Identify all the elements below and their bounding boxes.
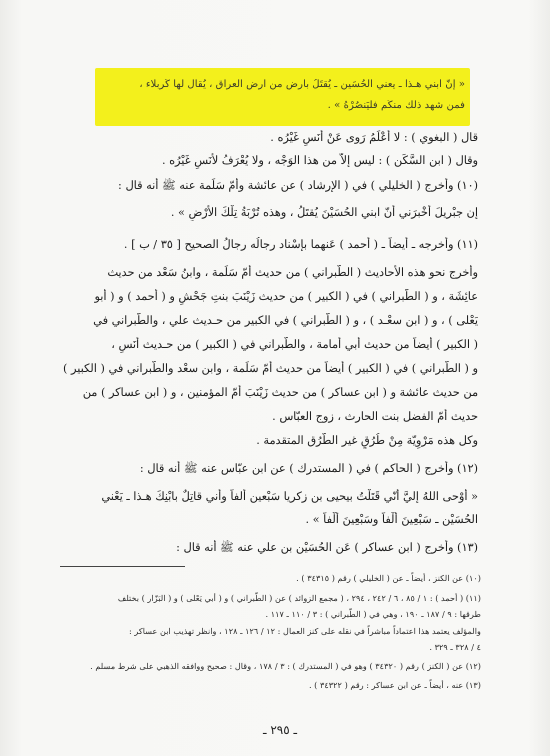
footnote-line: والمؤلف يعتمد هذا اعتماداً مباشراً في نقله على كنز العمال : ١٢ / ١٢٦ ـ ١٢٨ ، وانظر تهذيب ابن عساكر : — [128, 626, 481, 636]
text-line: يَعْلى ) ، و ( ابن سعْـد ) ، و ( الطّبراني ) في الكبير من حـديث علي ، والطّبراني في — [93, 314, 478, 327]
text-line: و ( الطّبراني ) في ( الكبير ) أيضاً من حديث أمّ سَلَمة ، وابن سعْد والطّبراني في ( الكبير ) — [62, 362, 478, 375]
text-line: حديث أمّ الفضل بنت الحارث ، زوج العبّاس . — [272, 410, 478, 423]
highlight-line-1: « إنَّ ابني هـذا ـ يعني الحُسَين ـ يُقتَلُ بأرضٍ من أرض العراق ، يُقال لها كَربلاء ، — [139, 79, 465, 90]
text-line: (١٢) وأخرج ( الحاكم ) في ( المستدرك ) عن ابن عبّاس عنه ﷺ أنه قال : — [139, 462, 478, 475]
text-line: « أَوْحى اللهُ إليَّ أنّي قَتَلْتُ بيحيى بن زكريا سَبْعين ألفاً وأني قاتِلٌ بابْنِكَ هـذا ـ يَعْني — [101, 490, 478, 503]
text-line: وقال ( ابن السَّكَن ) : ليس إلاَّ من هذا الوَجْه ، ولا يُعْرَفُ لأنَسٍ غَيْرُه . — [161, 154, 478, 167]
text-line: وكل هذه مَرْوِيّة مِنْ طُرُقٍ غير الطُّرُق المتقدمة . — [256, 434, 478, 447]
highlight-line-2: فمن شهد ذلك منكُم فليَنصُرْهُ » . — [327, 100, 465, 111]
text-line: من حديث عائشة و ( ابن عساكر ) من حديث زَيْنَبَ أمّ المؤمنين ، و ( ابن عساكر ) من — [82, 386, 478, 399]
page-number: ـ ٢٩٥ ـ — [262, 723, 298, 737]
footnote-line: طرقها : ٩ / ١٨٧ ـ ١٩٠ ، وهي في ( الطّبراني ) : ٣ / ١١٠ ـ ١١٧ . — [265, 609, 481, 619]
text-line: (١٠) وأخرج ( الخليلي ) في ( الإرشاد ) عن عائشة وأمّ سَلَمة عنه ﷺ أنه قال : — [118, 179, 478, 192]
text-line: عائِشَة ، و ( الطّبراني ) في ( الكبير ) من حديث زَيْنَبَ بنتِ جَحْشٍ و ( أحمد ) و ( أبو — [94, 290, 478, 303]
text-line: قال ( البغوي ) : لا أَعْلَمُ رَوى عَنْ أَنَسٍ غَيْرُه . — [270, 131, 478, 144]
footnote-line: (١٠) عن الكنز ، أيضاً ـ عن ( الخليلي ) رقم ( ٣٤٣١٥ ) . — [296, 573, 481, 583]
text-line: (١٣) وأخرج ( ابن عساكر ) عَن الحُسَيْن بن علي عنه ﷺ أنه قال : — [176, 541, 478, 554]
footnote-line: ٤ / ٣٢٨ ـ ٣٢٩ . — [429, 642, 481, 652]
text-line: الحُسَيْن ـ سَبْعِينَ أَلْفاً وسَبْعِينَ أَلْفاً » . — [305, 513, 478, 526]
text-line: ( الكبير ) أيضاً من حديث أبي أمامة ، والطّبراني في ( الكبير ) من حـديث أَنَسٍ ، — [111, 338, 478, 351]
footnote-line: (١٣) عنه ، أيضاً ـ عن ابن عساكر : رقم ( ٣٤٣٢٢ ) . — [308, 680, 481, 690]
highlighted-quote — [95, 68, 470, 126]
text-line: وأخرج نحو هذه الأحاديث ( الطّبراني ) من حديث أمّ سَلَمة ، وابنُ سَعْد من حديث — [107, 266, 478, 279]
text-line: إن جبْريلَ أخْبرَني أنّ ابني الحُسَيْنَ يُقتَلُ ، وهذه تُرْبَةُ تِلْكَ الأَرْضِ » . — [170, 206, 478, 219]
text-line: (١١) وأخرجه ـ أيضاً ـ ( أحمد ) عَنهما بإسْناد رجالُه رجالُ الصحيح [ ٣٥ / ب ] . — [123, 238, 478, 251]
footnote-divider — [60, 566, 185, 567]
footnote-line: (١٢) عن ( الكنز ) رقم ( ٣٤٣٢٠ ) وهو في ( المستدرك ) : ٣ / ١٧٨ ، وقال : صحيح ووافقه الذهبي على شرط مسلم . — [90, 661, 481, 671]
footnote-line: (١١) ( أحمد ) : ١ / ٨٥ ، ٦ / ٢٤٢ ، ٢٩٤ ، ( مجمع الزوائد ) عن ( الطّبراني ) و ( أبي يَعْلى ) و ( البَزّار ) بختلف — [117, 593, 481, 603]
